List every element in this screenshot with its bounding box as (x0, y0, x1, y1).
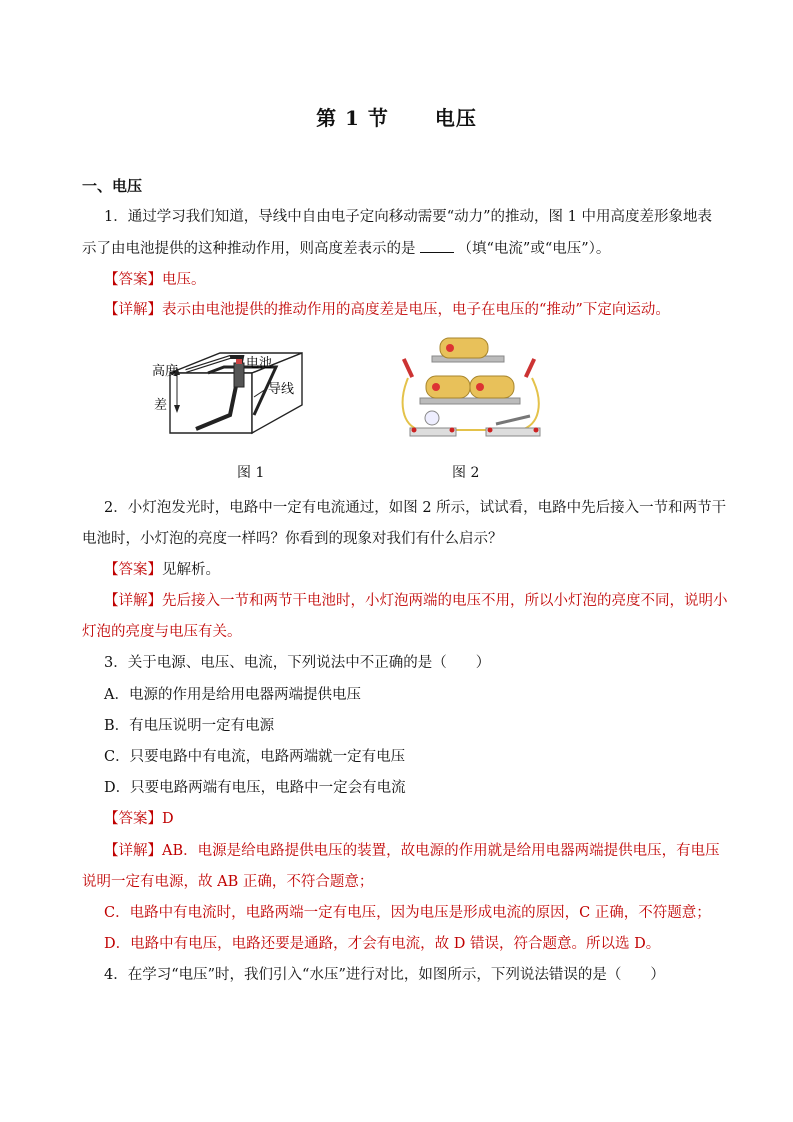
detail-label: 【详解】 (104, 302, 162, 318)
q3-detail-line4: D．电路中有电压，电路还要是通路，才会有电流，故 D 错误，符合题意。所以选 D。 (104, 936, 661, 952)
q3-detail-line1 (104, 840, 720, 862)
q1-detail-text: 表示由电池提供的推动作用的高度差是电压，电子在电压的“推动”下定向运动。 (162, 302, 670, 318)
q2-line1: 2．小灯泡发光时，电路中一定有电流通过，如图 2 所示，试试看，电路中先后接入一节和两节干 (104, 500, 727, 516)
q1-line2 (82, 238, 610, 260)
q4-stem: 4．在学习“电压”时，我们引入“水压”进行对比，如图所示，下列说法错误的是（ ） (104, 967, 665, 983)
q2-answer (104, 559, 220, 581)
q3-detail-text1: AB．电源是给电路提供电压的装置，故电源的作用就是给用电器两端提供电压，有电压 (162, 843, 720, 859)
section-number: 第 1 节 (316, 106, 389, 130)
q3-stem: 3．关于电源、电压、电流，下列说法中不正确的是（ ） (104, 655, 491, 671)
q3-option-c: C．只要电路中有电流，电路两端就一定有电压 (104, 749, 406, 765)
detail-label: 【详解】 (104, 593, 162, 609)
q3-answer (104, 808, 174, 830)
figure-2-caption: 图 2 (452, 465, 480, 481)
q1-detail (104, 299, 670, 321)
q3-option-a: A．电源的作用是给用电器两端提供电压 (104, 687, 361, 703)
figure-2-circuit-photo (392, 332, 552, 444)
q3-option-b: B．有电压说明一定有电源 (104, 718, 275, 734)
q1-blank[interactable] (420, 238, 454, 253)
section-topic: 电压 (434, 106, 477, 130)
q2-line2: 电池时，小灯泡的亮度一样吗？你看到的现象对我们有什么启示？ (82, 531, 503, 547)
fig1-label-height: 高度 (152, 364, 179, 379)
q1-line2b: （填“电流”或“电压”）。 (457, 241, 611, 257)
answer-label: 【答案】 (104, 272, 162, 288)
fig1-label-diff: 差 (154, 398, 168, 413)
figure-1-caption: 图 1 (237, 465, 265, 481)
q1-line1: 1．通过学习我们知道，导线中自由电子定向移动需要“动力”的推动，图 1 中用高度差形象地表 (104, 209, 712, 225)
figure-1-slope-diagram (150, 345, 310, 445)
answer-label: 【答案】 (104, 811, 162, 827)
q2-detail-text1: 先后接入一节和两节干电池时，小灯泡两端的电压不用，所以小灯泡的亮度不同，说明小 (162, 593, 728, 609)
q2-detail-line2: 灯泡的亮度与电压有关。 (82, 624, 242, 640)
detail-label: 【详解】 (104, 843, 162, 859)
page-title (0, 102, 793, 131)
q3-detail-line2: 说明一定有电源，故 AB 正确，不符合题意； (82, 874, 374, 890)
q1-answer-text: 电压。 (162, 272, 206, 288)
q1-answer (104, 269, 206, 291)
fig1-label-wire: 导线 (268, 382, 295, 397)
q2-detail-line1 (104, 590, 728, 612)
q2-answer-text: 见解析。 (162, 562, 220, 578)
fig1-label-battery: 电池 (246, 356, 273, 371)
q3-option-d: D．只要电路两端有电压，电路中一定会有电流 (104, 780, 406, 796)
heading-voltage: 一、电压 (82, 177, 143, 195)
answer-label: 【答案】 (104, 562, 162, 578)
q3-detail-line3: C．电路中有电流时，电路两端一定有电压，因为电压是形成电流的原因，C 正确，不符题意； (104, 905, 711, 921)
q1-line2a: 示了由电池提供的这种推动作用，则高度差表示的是 (82, 241, 416, 257)
q3-answer-text: D (162, 811, 174, 827)
